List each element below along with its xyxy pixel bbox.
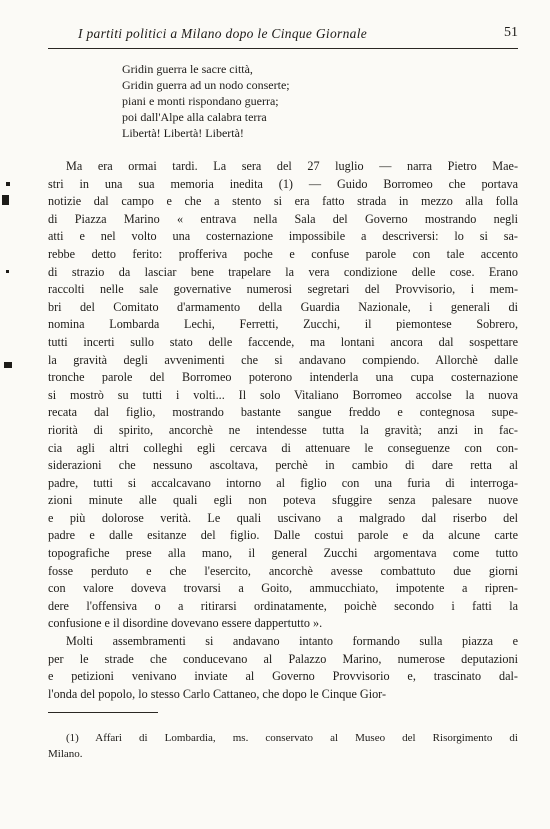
- margin-mark: [6, 182, 10, 186]
- text-line: bri del Comitato d'armamento della Guardia Nazionale, i generali di: [48, 299, 518, 314]
- body-text: [48, 158, 518, 703]
- text-line: (1) Affari di Lombardia, ms. conservato al Museo del Risorgimento di: [66, 732, 518, 744]
- text-line: la gravità degli avvenimenti che si andavano compiendo. Allorchè dalle: [48, 352, 518, 367]
- paragraph: [48, 633, 518, 703]
- verse-line: Gridin guerra le sacre città,: [122, 62, 253, 76]
- text-line: stri in una sua memoria inedita (1) — Guido Borromeo che portava: [48, 176, 518, 191]
- footnote: [48, 730, 518, 762]
- text-line: e più dolorose verità. Le quali uscivano a malgrado dal riserbo del: [48, 510, 518, 525]
- text-line: zioni minute alle quali egli non poteva sfuggire senza palesare nuove: [48, 493, 518, 508]
- margin-mark: [2, 195, 9, 205]
- text-line: Molti assembramenti si andavano intanto formando sulla piazza e: [66, 634, 518, 649]
- text-line: si mostrò su tutti i volti... Il solo Vitaliano Borromeo accolse la nuova: [48, 387, 518, 402]
- text-line: topografiche prese alla mano, il general Zucchi argomentava come tutto: [48, 546, 518, 561]
- text-line: l'onda del popolo, lo stesso Carlo Cattaneo, che dopo le Cinque Gior-: [48, 686, 387, 701]
- margin-mark: [6, 270, 9, 273]
- text-line: di strazio da lasciar bene trapelare la vera condizione delle cose. Erano: [48, 264, 518, 279]
- text-line: rebbe detto ferito: profferiva poche e confuse parole con tale accento: [48, 246, 518, 261]
- verse-quotation: [122, 61, 442, 141]
- text-line: per le strade che conducevano al Palazzo Marino, numerose deputazioni: [48, 651, 518, 666]
- text-line: nomina Lombarda Lechi, Ferretti, Zucchi, il piemontese Sobrero,: [48, 317, 518, 332]
- text-line: riorità di spirito, ancorchè ne intendesse tutta la gravità; anzi in fac-: [48, 422, 518, 437]
- paragraph: [48, 158, 518, 633]
- text-line: confusione e il disordine dovevano essere dappertutto ».: [48, 616, 323, 631]
- running-title: I partiti politici a Milano dopo le Cinque Giornale: [78, 26, 368, 41]
- text-line: di Piazza Marino « entrava nella Sala del Governo mostrando negli: [48, 211, 518, 226]
- text-line: cia agli altri colleghi egli cercava di attenuare le conseguenze con con-: [48, 440, 518, 455]
- text-line: fosse perduto e che l'esercito, ancorchè avesse combattuto due giorni: [48, 563, 518, 578]
- footnote-rule: [48, 712, 158, 713]
- verse-line: poi dall'Alpe alla calabra terra: [122, 110, 267, 124]
- text-line: raccolti nelle sale governative numerosi segretari del Provvisorio, i mem-: [48, 282, 518, 297]
- page-number: 51: [504, 25, 518, 40]
- text-line: atti e nel volto una costernazione impossibile a descriversi: lo si sa-: [48, 229, 518, 244]
- text-line: con valore doveva trovarsi a Goito, ammucchiato, impotente a ripren-: [48, 581, 518, 596]
- running-head: [48, 24, 518, 46]
- text-line: Milano.: [48, 748, 83, 760]
- text-line: recata dal figlio, mostrando bastante sangue freddo e contegnosa supe-: [48, 405, 518, 420]
- text-line: e petizioni venivano inviate al Governo Provvisorio e, trascinato dal-: [48, 669, 518, 684]
- text-line: notizie dal campo e che a stento si era fatto strada in mezzo alla folla: [48, 194, 518, 209]
- text-line: tronche parole del Borromeo poterono intenderla una cupa costernazione: [48, 370, 518, 385]
- verse-line: Libertà! Libertà! Libertà!: [122, 126, 244, 140]
- text-line: padre, tutti si accalcavano intorno al figlio con una furia di interroga-: [48, 475, 518, 490]
- text-line: siderazioni che nessuno ascoltava, perchè in cambio di dare retta al: [48, 458, 518, 473]
- verse-line: Gridin guerra ad un nodo conserte;: [122, 78, 290, 92]
- verse-line: piani e monti rispondano guerra;: [122, 94, 279, 108]
- margin-mark: [4, 362, 12, 368]
- text-line: padre e dalle esitanze del figlio. Dalle costui parole e da alcune carte: [48, 528, 518, 543]
- text-line: dere l'offensiva o a ritirarsi ordinatamente, poichè secondo i fatti la: [48, 598, 518, 613]
- header-rule: [48, 48, 518, 49]
- text-line: Ma era ormai tardi. La sera del 27 luglio — narra Pietro Mae-: [66, 159, 518, 173]
- text-line: tutti incerti sullo stato delle faccende, ma lontani ancora dal sospettare: [48, 334, 518, 349]
